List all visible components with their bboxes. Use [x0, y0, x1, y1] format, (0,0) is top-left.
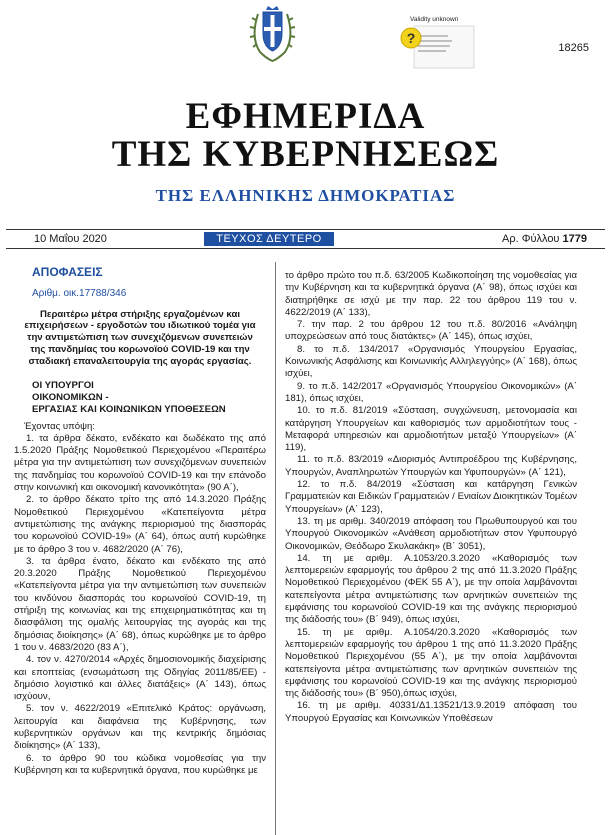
- sheet-number-value: 1779: [562, 233, 587, 245]
- paragraph: 4. τον ν. 4270/2014 «Αρχές δημοσιονομικής διαχείρισης και εποπτείας (ενσωμάτωση της Οδηγίας 2011/85/ΕΕ) - δημόσιο λογιστικό και άλλες διατάξεις» (Α΄ 143), όπως ισχύουν,: [14, 654, 266, 703]
- header-rule-top: [6, 229, 605, 230]
- greek-coat-of-arms-emblem: [244, 4, 301, 64]
- sheet-label: Αρ. Φύλλου: [501, 233, 560, 245]
- paragraph: 14. τη με αριθμ. Α.1053/20.3.2020 «Καθορισμός των λεπτομερειών εφαρμογής του άρθρου 2 της από 11.3.2020 Πράξης Νομοθετικού Περιεχομένου (ΦΕΚ 55 Α΄), με την οποία λαμβάνονται κατεπείγοντα μέτρα αντιμετώπισης των αρνητικών συνεπειών της εμφάνισης του κορωνοϊού COVID-19 και της ανάγκης περιορισμού της διάδοσής του» (Β΄ 949), όπως ισχύει,: [285, 552, 577, 626]
- ministers-line-3: ΕΡΓΑΣΙΑΣ ΚΑΙ ΚΟΙΝΩΝΙΚΩΝ ΥΠΟΘΕΣΕΩΝ: [32, 403, 226, 415]
- newspaper-title-line-1: ΕΦΗΜΕΡΙΔΑ: [185, 96, 426, 137]
- paragraph: 5. τον ν. 4622/2019 «Επιτελικό Κράτος: οργάνωση, λειτουργία και διαφάνεια της Κυβέρνησης, των κυβερνητικών οργάνων και της κεντρικής δημόσιας διοίκησης» (Α΄ 133),: [14, 703, 266, 752]
- validity-status-text: Validity unknown: [410, 16, 459, 23]
- newspaper-subtitle: ΤΗΣ ΕΛΛΗΝΙΚΗΣ ΔΗΜΟΚΡΑΤΙΑΣ: [155, 186, 456, 205]
- left-column: [14, 266, 266, 777]
- header-rule-bottom: [6, 248, 605, 249]
- decision-number: Αριθμ. οικ.17788/346: [32, 288, 127, 300]
- paragraph: 12. το π.δ. 84/2019 «Σύσταση και κατάργηση Γενικών Γραμματειών και Ειδικών Γραμματειών / Ενιαίων Διοικητικών Τομέων Υπουργείων» (Α΄ 123),: [285, 479, 577, 515]
- issue-date: 10 Μαΐου 2020: [34, 233, 107, 245]
- right-column: [285, 270, 577, 725]
- ministers-line-1: ΟΙ ΥΠΟΥΡΓΟΙ: [32, 379, 94, 391]
- column-divider: [275, 262, 276, 835]
- paragraph: 6. το άρθρο 90 του κώδικα νομοθεσίας για την Κυβέρνηση και τα κυβερνητικά όργανα, που κυρώθηκε με: [14, 752, 266, 776]
- svg-text:?: ?: [406, 30, 416, 46]
- section-heading: ΑΠΟΦΑΣΕΙΣ: [32, 265, 103, 279]
- paragraph: 9. το π.δ. 142/2017 «Οργανισμός Υπουργείου Οικονομικών» (Α΄ 181), όπως ισχύει,: [285, 380, 577, 404]
- page-number: 18265: [558, 42, 589, 54]
- paragraph: 2. το άρθρο δέκατο τρίτο της από 14.3.2020 Πράξης Νομοθετικού Περιεχομένου «Κατεπείγοντα μέτρα αντιμετώπισης της ανάγκης περιορισμού της διασποράς του κορωνοϊού COVID-19» (Α΄ 64), όπως αυτή κυρώθηκε με το άρθρο 3 του ν. 4682/2020 (Α΄ 76),: [14, 494, 266, 555]
- ministers-heading: [32, 380, 266, 416]
- decision-title: Περαιτέρω μέτρα στήριξης εργαζομένων και επιχειρήσεων - εργοδοτών του ιδιωτικού τομέα για την αντιμετώπιση των συνεχιζόμενων συνεπειών της πανδημίας του κορωνοϊού COVID-19 και την σταδιακή επαναλειτουργία της αγοράς εργασίας.: [24, 308, 256, 367]
- ministers-line-2: ΟΙΚΟΝΟΜΙΚΩΝ -: [32, 391, 109, 403]
- paragraph: 10. το π.δ. 81/2019 «Σύσταση, συγχώνευση, μετονομασία και κατάργηση Υπουργείων και καθορισμός των αρμοδιοτήτων τους - Μεταφορά υπηρεσιών και αρμοδιοτήτων μεταξύ Υπουργείων» (Α΄ 119),: [285, 405, 577, 454]
- newspaper-title-line-2: ΤΗΣ ΚΥΒΕΡΝΗΣΕΩΣ: [111, 134, 500, 175]
- considering-label: Έχοντας υπόψη:: [24, 420, 95, 432]
- paragraph: 15. τη με αριθμ. Α.1054/20.3.2020 «Καθορισμός των λεπτομερειών εφαρμογής του άρθρου 1 της από 11.3.2020 Πράξης Νομοθετικού Περιεχομένου (55 Α΄), με την οποία λαμβάνονται κατεπείγοντα μέτρα αντιμετώπισης των αρνητικών συνεπειών της εμφάνισης του κορωνοϊού COVID-19 και της ανάγκης περιορισμού της διάδοσής του» (Β΄ 950),όπως ισχύει,: [285, 626, 577, 700]
- paragraph: 11. το π.δ. 83/2019 «Διορισμός Αντιπροέδρου της Κυβέρνησης, Υπουργών, Αναπληρωτών Υπουργών και Υφυπουργών» (Α΄ 121),: [285, 454, 577, 478]
- sheet-number: [502, 233, 587, 245]
- issue-series-band: ΤΕΥΧΟΣ ΔΕΥΤΕΡΟ: [204, 232, 334, 246]
- paragraph: 1. τα άρθρα δέκατο, ενδέκατο και δωδέκατο της από 1.5.2020 Πράξης Νομοθετικού Περιεχομένου «Περαιτέρω μέτρα για την αντιμετώπιση των συνεχιζόμενων συνεπειών της πανδημίας του κορωνοϊού COVID-19 και την επάνοδο στην κοινωνική και οικονομική κανονικότητα» (90 Α΄),: [14, 432, 266, 494]
- paragraph: 8. το π.δ. 134/2017 «Οργανισμός Υπουργείου Εργασίας, Κοινωνικής Ασφάλισης και Κοινωνικής Αλληλεγγύης» (Α΄ 168), όπως ισχύει,: [285, 343, 577, 380]
- paragraph: 7. την παρ. 2 του άρθρου 12 του π.δ. 80/2016 «Ανάληψη υποχρεώσεων από τους διατάκτες» (Α΄ 145), όπως ισχύει,: [285, 319, 577, 343]
- paragraph: το άρθρο πρώτο του π.δ. 63/2005 Κωδικοποίηση της νομοθεσίας για την Κυβέρνηση και τα κυβερνητικά όργανα (Α΄ 98), όπως ισχύει και διατηρήθηκε σε ισχύ με την παρ. 22 του άρθρου 119 του ν. 4622/2019 (Α΄ 133),: [285, 270, 577, 318]
- digital-signature-stamp: [400, 16, 482, 76]
- paragraph: 16. τη με αριθμ. 40331/Δ1.13521/13.9.2019 απόφαση του Υπουργού Εργασίας και Κοινωνικών Υποθέσεων: [285, 700, 577, 724]
- paragraph: 13. τη με αριθμ. 340/2019 απόφαση του Πρωθυπουργού και του Υπουργού Οικονομικών «Ανάθεση αρμοδιοτήτων στον Υφυπουργό Οικονομικών, Θεόδωρο Σκυλακάκη» (Β΄ 3051),: [285, 515, 577, 552]
- paragraph: 3. τα άρθρα ένατο, δέκατο και ενδέκατο της από 20.3.2020 Πράξης Νομοθετικού Περιεχομένου «Κατεπείγοντα μέτρα για την αντιμετώπιση των συνεπειών του κινδύνου διασποράς του κορωνοϊού COVID-19, τη στήριξη της κοινωνίας και της επιχειρηματικότητας και τη διασφάλιση της ομαλής λειτουργίας της αγοράς και της δημόσιας διοίκησης» (Α΄ 68), όπως κυρώθηκε με το άρθρο 1 του ν. 4683/2020 (83 Α΄),: [14, 555, 266, 653]
